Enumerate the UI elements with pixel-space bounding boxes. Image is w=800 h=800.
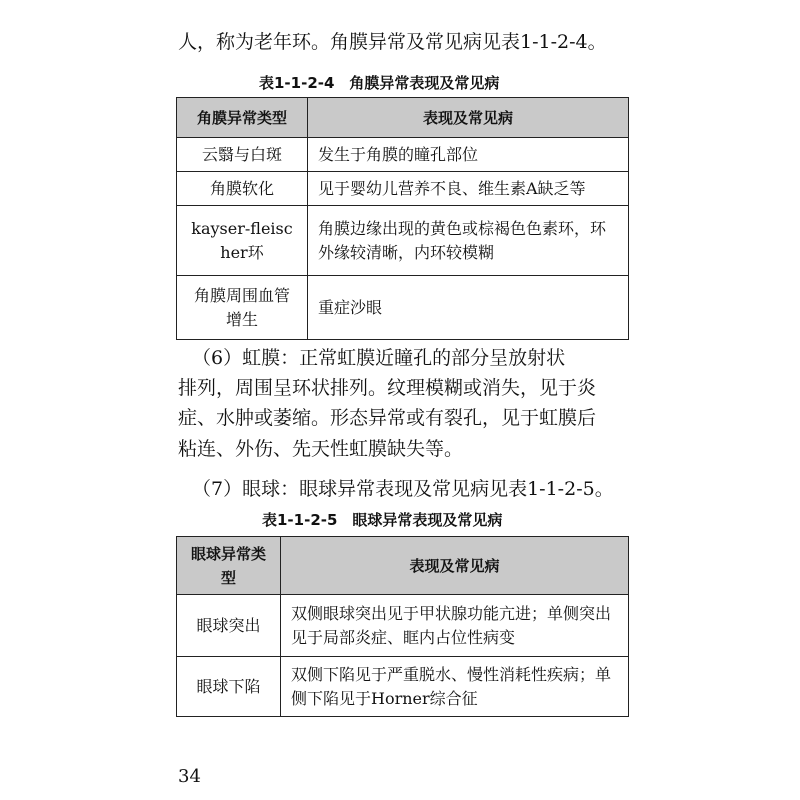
cell-findings: 双侧眼球突出见于甲状腺功能亢进；单侧突出见于局部炎症、眶内占位性病变 [281, 595, 629, 657]
page-number: 34 [178, 766, 201, 787]
cornea-table [176, 97, 629, 340]
cell-type: 眼球突出 [177, 595, 281, 657]
para6-line-3: 症、水肿或萎缩。形态异常或有裂孔，见于虹膜后 [178, 407, 597, 429]
column-header-findings: 表现及常见病 [281, 537, 629, 595]
cell-findings: 双侧下陷见于严重脱水、慢性消耗性疾病；单侧下陷见于Horner综合征 [281, 657, 629, 717]
cell-type: 眼球下陷 [177, 657, 281, 717]
cell-type: 角膜周围血管增生 [177, 276, 308, 340]
cell-type: kayser-fleischer环 [177, 206, 308, 276]
cell-findings: 见于婴幼儿营养不良、维生素A缺乏等 [308, 172, 629, 206]
eyeball-table [176, 536, 629, 717]
column-header-type: 眼球异常类型 [177, 537, 281, 595]
table-header-row [177, 98, 629, 138]
table-row [177, 595, 629, 657]
cell-type: 角膜软化 [177, 172, 308, 206]
column-header-findings: 表现及常见病 [308, 98, 629, 138]
intro-text: 人，称为老年环。角膜异常及常见病见表1-1-2-4。 [178, 31, 607, 53]
para6-line-2: 排列，周围呈环状排列。纹理模糊或消失，见于炎 [178, 377, 597, 399]
para6-line-1: （6）虹膜：正常虹膜近瞳孔的部分呈放射状 [192, 347, 566, 369]
para6-line-4: 粘连、外伤、先天性虹膜缺失等。 [178, 438, 464, 460]
cell-type: 云翳与白斑 [177, 138, 308, 172]
cell-findings: 发生于角膜的瞳孔部位 [308, 138, 629, 172]
cell-findings: 重症沙眼 [308, 276, 629, 340]
table-row [177, 276, 629, 340]
cell-findings: 角膜边缘出现的黄色或棕褐色色素环，环外缘较清晰，内环较模糊 [308, 206, 629, 276]
table-row [177, 172, 629, 206]
column-header-type: 角膜异常类型 [177, 98, 308, 138]
table1-caption: 表1-1-2-4 角膜异常表现及常见病 [259, 74, 500, 92]
table-header-row [177, 537, 629, 595]
table-row [177, 138, 629, 172]
table-row [177, 657, 629, 717]
table-row [177, 206, 629, 276]
para7-text: （7）眼球：眼球异常表现及常见病见表1-1-2-5。 [192, 478, 614, 500]
table2-caption: 表1-1-2-5 眼球异常表现及常见病 [262, 511, 503, 529]
